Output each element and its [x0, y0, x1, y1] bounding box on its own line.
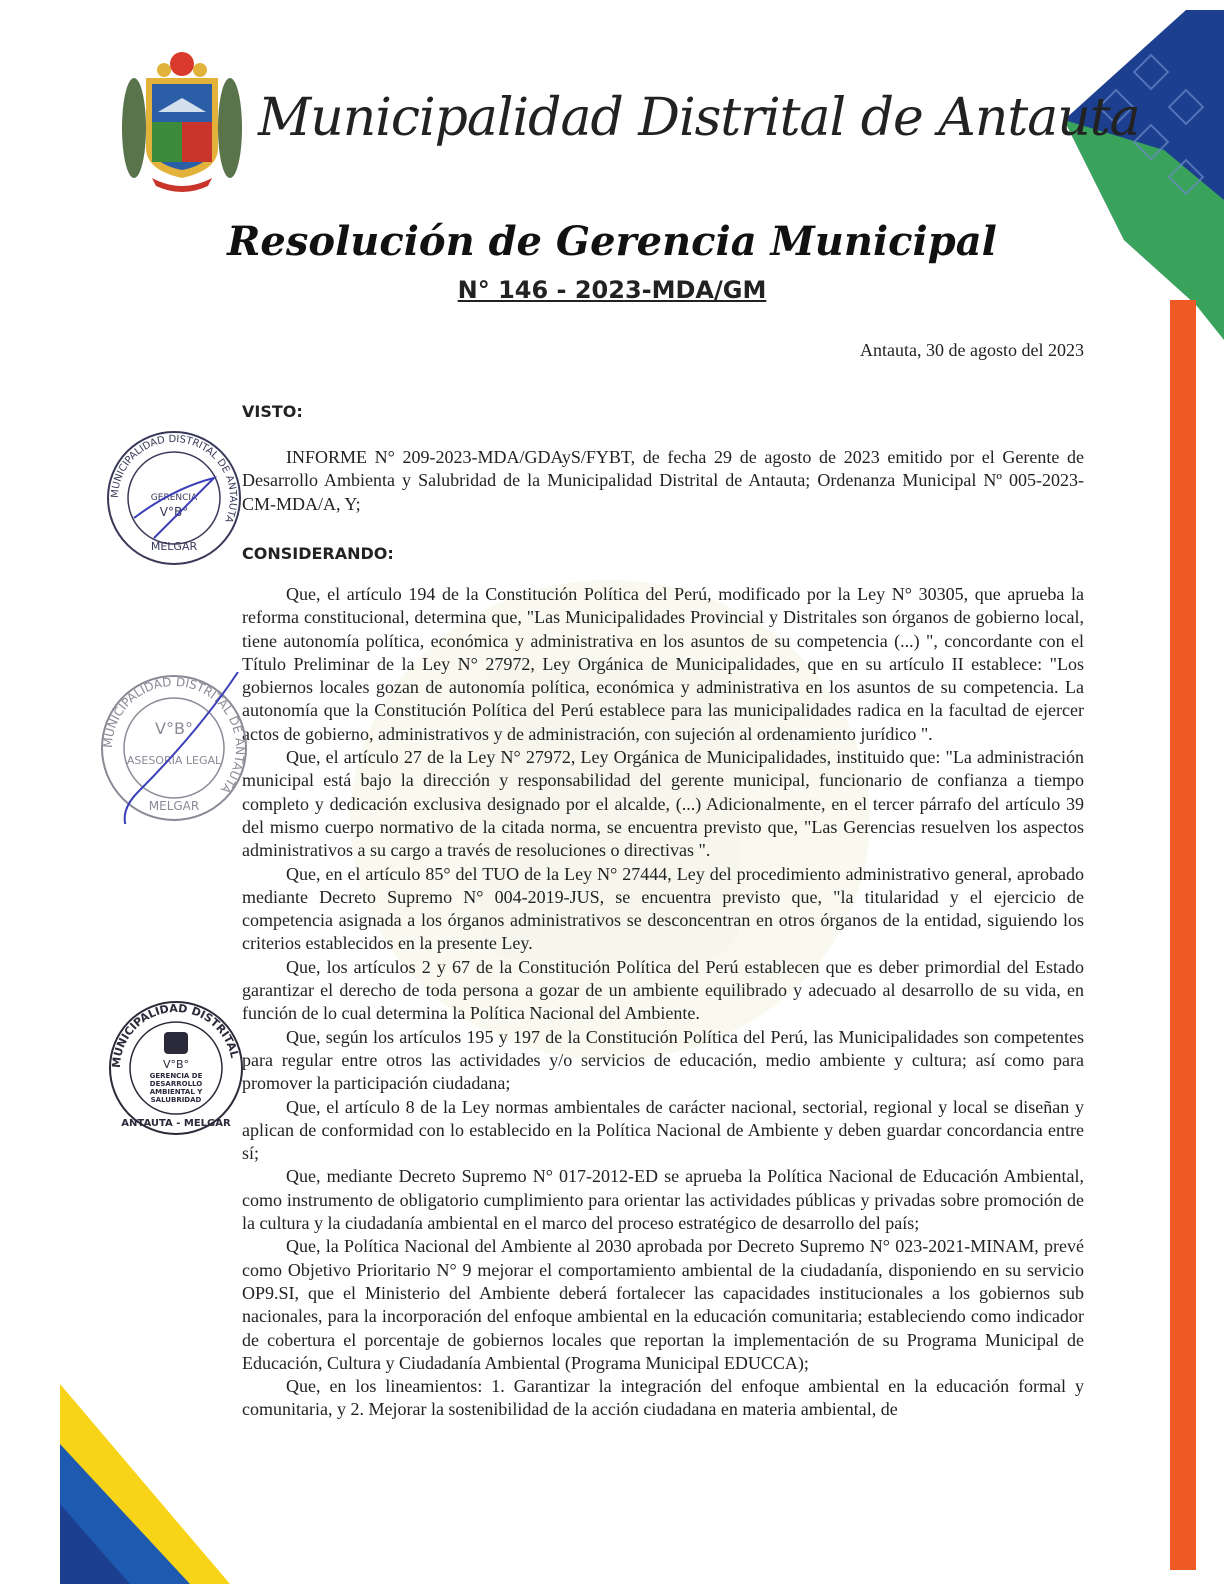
visto-heading: VISTO:: [242, 402, 303, 421]
considerando-paragraph-3: Que, en el artículo 85° del TUO de la Ley N° 27444, Ley del procedimiento administrativo general, aprobado mediante Decreto Supremo N° 004-2019-JUS, se encuentra previsto que, "la titularidad y el ejercicio de competencia asignada a los órganos administrativos se desconcentran en otros órganos de la entidad, siguiendo los criterios establecidos en la presente Ley.: [242, 863, 1084, 954]
svg-text:ASESORÍA LEGAL: ASESORÍA LEGAL: [126, 754, 222, 767]
svg-text:MUNICIPALIDAD DISTRITAL DE ANT: MUNICIPALIDAD DISTRITAL DE ANTAUTA: [100, 674, 248, 797]
visto-paragraph: INFORME N° 209-2023-MDA/GDAyS/FYBT, de fecha 29 de agosto de 2023 emitido por el Gerente de Desarrollo Ambienta y Salubridad de la Municipalidad Distrital de Antauta; Ordenanza Municipal Nº 005-2023-CM-MDA/A, Y;: [242, 447, 1084, 514]
orange-side-stripe: [1170, 300, 1196, 1570]
corner-decoration-bottom-left: [0, 1384, 230, 1584]
document-date: Antauta, 30 de agosto del 2023: [860, 340, 1084, 360]
svg-text:MELGAR: MELGAR: [148, 799, 200, 813]
svg-text:V°B°: V°B°: [162, 1058, 190, 1071]
considerando-paragraph-2: Que, el artículo 27 de la Ley N° 27972, Ley Orgánica de Municipalidades, instituido que: "La administración municipal está bajo la dirección y responsabilidad del gerente municipal, funcionario de confianza a tiempo completo y dedicación exclusiva designado por el alcalde, (...) Adicionalmente, en el tercer párrafo del artículo 39 del mismo cuerpo normativo de la citada norma, se encuentra previsto que, "Las Gerencias resuelven los aspectos administrativos a su cargo a través de resoluciones o directivas ".: [242, 747, 1084, 861]
considerando-paragraph-4: Que, los artículos 2 y 67 de la Constitución Política del Perú establecen que es deber primordial del Estado garantizar el derecho de toda persona a gozar de un ambiente equilibrado y adecuado al desarrollo de su vida, en función de lo cual determina la Política Nacional del Ambiente.: [242, 956, 1084, 1024]
municipality-title: Municipalidad Distrital de Antauta: [258, 88, 1140, 148]
considerando-paragraph-1: Que, el artículo 194 de la Constitución Política del Perú, modificado por la Ley N° 30305, que aprueba la reforma constitucional, determina que, "Las Municipalidades Provincial y Distritales son órganos de gobierno local, tiene autonomía política, económica y administrativa en los asuntos de su competencia (...) ", concordante con el Título Preliminar de la Ley N° 27972, Ley Orgánica de Municipalidades, que en su artículo II establece: "Los gobiernos locales gozan de autonomía política, económica y administrativa en los asuntos de su competencia. La autonomía que la Constitución Política del Perú establece para las municipalidades radica en la facultad de ejercer actos de gobierno, administrativos y de administración, con sujeción al ordenamiento jurídico ".: [242, 584, 1084, 744]
svg-text:GERENCIA: GERENCIA: [150, 493, 198, 503]
municipal-crest-logo: [112, 48, 252, 194]
svg-text:ANTAUTA - MELGAR: ANTAUTA - MELGAR: [121, 1118, 231, 1129]
considerando-body: [242, 583, 1084, 1422]
resolution-number: N° 146 - 2023-MDA/GM: [457, 276, 767, 304]
considerando-paragraph-9: Que, en los lineamientos: 1. Garantizar la integración del enfoque ambiental en la educación formal y comunitaria, y 2. Mejorar la sostenibilidad de la acción ciudadana en materia ambiental, de: [242, 1376, 1084, 1420]
svg-text:MUNICIPALIDAD DISTRITAL DE ANT: MUNICIPALIDAD DISTRITAL DE ANTAUTA: [109, 433, 239, 525]
resolution-title: Resolución de Gerencia Municipal: [227, 218, 997, 265]
stamp-asesoria-legal: [98, 672, 250, 824]
svg-text:MUNICIPALIDAD DISTRITAL: MUNICIPALIDAD DISTRITAL: [109, 1001, 242, 1069]
svg-text:V°B°: V°B°: [155, 719, 193, 738]
stamp-gerencia: [104, 428, 244, 568]
stamp-gerencia-ambiental: MUNICIPALIDAD DISTRITAL ANTAUTA - MELGAR V°B° GERENCIA DE DESARROLLO AMBIENTAL Y SALUBRIDAD: [106, 998, 246, 1138]
considerando-heading: CONSIDERANDO:: [242, 544, 394, 563]
considerando-paragraph-5: Que, según los artículos 195 y 197 de la Constitución Política del Perú, las Municipalidades son competentes para regular entre otros las actividades y/o servicios de educación, medio ambiente y cultura; así como para promover la participación ciudadana;: [242, 1026, 1084, 1094]
considerando-paragraph-7: Que, mediante Decreto Supremo N° 017-2012-ED se aprueba la Política Nacional de Educación Ambiental, como instrumento de obligatorio cumplimiento para orientar las actividades públicas y privadas sobre promoción de la cultura y la ciudadanía ambiental en el marco del proceso estratégico de desarrollo del país;: [242, 1166, 1084, 1234]
considerando-paragraph-8: Que, la Política Nacional del Ambiente al 2030 aprobada por Decreto Supremo N° 023-2021-MINAM, prevé como Objetivo Prioritario N° 9 mejorar el comportamiento ambiental de la ciudadanía, disponiendo en su servicio OP9.SI, que el Ministerio del Ambiente deberá fortalecer las capacidades institucionales a los gobiernos sub nacionales, para la incorporación del enfoque ambiental en la educación comunitaria; estableciendo como indicador de cobertura el porcentaje de gobiernos locales que reportan la implementación de su Programa Municipal de Educación, Cultura y Ciudadanía Ambiental (Programa Municipal EDUCCA);: [242, 1236, 1084, 1373]
svg-text:MELGAR: MELGAR: [150, 540, 198, 553]
visto-text: [242, 446, 1084, 516]
considerando-paragraph-6: Que, el artículo 8 de la Ley normas ambientales de carácter nacional, sectorial, regional y local se diseñan y aplican de conformidad con lo establecido en la Política Nacional de Ambiente y deben guardar concordancia entre sí;: [242, 1096, 1084, 1164]
svg-text:V°B°: V°B°: [159, 505, 189, 519]
